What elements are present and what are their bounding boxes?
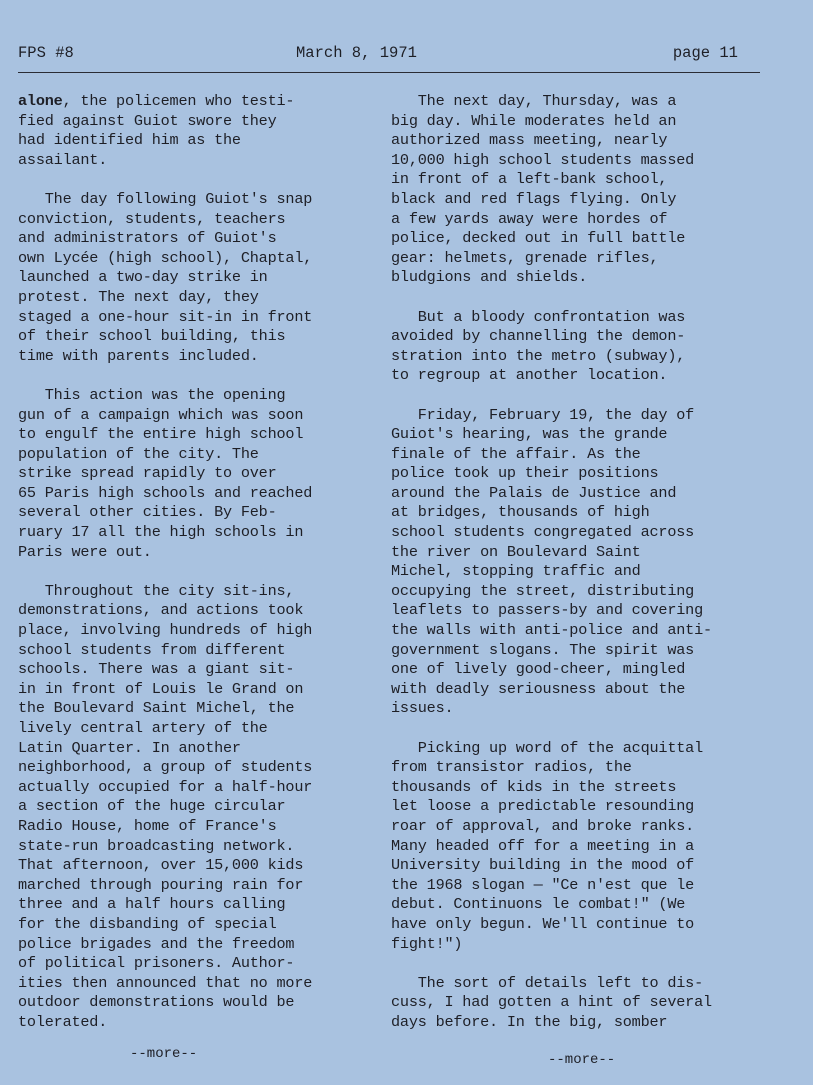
left-paragraph-4: Throughout the city sit-ins, demonstrations, and actions took place, involving hundreds of high school students from different schools. There was a giant sit- in in front of Louis le Grand on the Boulevard Saint Michel, the lively central artery of the Latin Quarter. In another neighborhood, a group of students actually occupied for a half-hour a section of the huge circular Radio House, home of France's state-run broadcasting network. That afternoon, over 15,000 kids marched through pouring rain for three and a half hours calling for the disbanding of special police brigades and the freedom of political prisoners. Author- ities then announced that no more outdoor demonstrations would be tolerated. (18, 581, 313, 1031)
right-paragraph-4: Picking up word of the acquittal from transistor radios, the thousands of kids in the streets let loose a predictable resounding roar of approval, and broke ranks. Many headed off for a meeting in a University building in the mood of the 1968 slogan — "Ce n'est que le debut. Continuons le combat!" (We have only begun. We'll continue to fight!") (391, 738, 703, 953)
issue-date: March 8, 1971 (296, 44, 417, 62)
publication-number: FPS #8 (18, 44, 74, 62)
page-header (18, 44, 760, 66)
left-paragraph-3: This action was the opening gun of a campaign which was soon to engulf the entire high school population of the city. The strike spread rapidly to over 65 Paris high schools and reached several other cities. By Feb- ruary 17 all the high schools in Paris were out. (18, 385, 313, 561)
right-paragraph-1: The next day, Thursday, was a big day. While moderates held an authorized mass meeting, nearly 10,000 high school students massed in front of a left-bank school, black and red flags flying. Only a few yards away were hordes of police, decked out in full battle gear: helmets, grenade rifles, bludgions and shields. (391, 92, 695, 287)
right-paragraph-2: But a bloody confrontation was avoided by channelling the demon- stration into the metro (subway), to regroup at another location. (391, 307, 686, 385)
left-column (18, 92, 368, 1052)
left-paragraph-2: The day following Guiot's snap conviction, students, teachers and administrators of Guiot's own Lycée (high school), Chaptal, launched a two-day strike in protest. The next day, they staged a one-hour sit-in in front of their school building, this time with parents included. (18, 189, 313, 365)
right-paragraph-5: The sort of details left to dis- cuss, I had gotten a hint of several days before. In the big, somber (391, 973, 712, 1031)
header-rule (18, 72, 760, 73)
left-more-marker: --more-- (130, 1046, 198, 1062)
left-paragraph-1-text: , the policemen who testi- fied against Guiot swore they had identified him as the assailant. (18, 92, 295, 169)
emphasis-text: alone (18, 92, 63, 110)
right-more-marker: --more-- (548, 1052, 616, 1068)
right-column (391, 92, 763, 1052)
right-paragraph-3: Friday, February 19, the day of Guiot's hearing, was the grande finale of the affair. As the police took up their positions around the Palais de Justice and at bridges, thousands of high school students congregated across the river on Boulevard Saint Michel, stopping traffic and occupying the street, distributing leaflets to passers-by and covering the walls with anti-police and anti- government slogans. The spirit was one of lively good-cheer, mingled with deadly seriousness about the issues. (391, 405, 712, 718)
page-number: page 11 (672, 44, 738, 62)
left-paragraph-1 (18, 92, 368, 170)
